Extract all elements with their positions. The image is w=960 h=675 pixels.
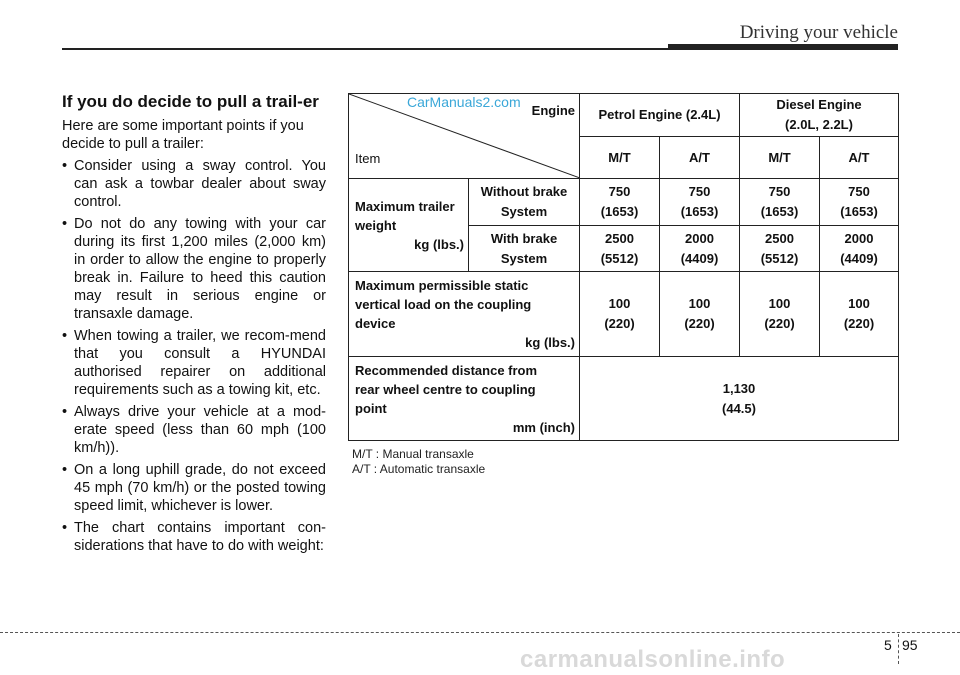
table-corner-cell — [349, 94, 580, 179]
legend-mt: M/T : Manual transaxle — [352, 447, 474, 461]
left-column — [62, 92, 326, 559]
without-brake-line2: System — [500, 204, 548, 219]
towing-spec-table — [348, 93, 899, 441]
with-brake-value: 2000 (4409) — [820, 226, 899, 272]
footer-rule — [0, 632, 960, 633]
bullet-item: • Consider using a sway control. You can ask a towbar dealer about sway control. — [62, 157, 326, 211]
bullet-item: • Always drive your vehicle at a mod-erate speed (less than 60 mph (100 km/h)). — [62, 403, 326, 457]
vertical-load-label — [349, 272, 580, 357]
coupling-distance-value — [580, 357, 899, 441]
diesel-header-line2: (2.0L, 2.2L) — [785, 116, 853, 132]
max-trailer-unit: kg (lbs.) — [414, 236, 464, 252]
header-rule — [62, 48, 668, 50]
without-brake-label — [469, 179, 580, 226]
distance-line3: point — [355, 400, 387, 416]
with-brake-value: 2500 (5512) — [740, 226, 820, 272]
distance-line2: rear wheel centre to coupling — [355, 381, 536, 397]
vertical-load-value: 100 (220) — [580, 272, 660, 357]
corner-item-label: Item — [355, 151, 381, 166]
vertical-load-value: 100 (220) — [820, 272, 899, 357]
subheader-at: A/T — [660, 136, 740, 179]
diesel-engine-header — [740, 94, 899, 137]
without-brake-value: 750 (1653) — [740, 179, 820, 226]
footer-watermark: carmanualsonline.info — [520, 646, 786, 673]
without-brake-value: 750 (1653) — [660, 179, 740, 226]
subheader-mt: M/T — [740, 136, 820, 179]
chapter-number: 5 — [884, 637, 892, 653]
corner-engine-label: Engine — [531, 103, 575, 118]
diesel-header-line1: Diesel Engine — [776, 96, 862, 112]
vertical-load-value: 100 (220) — [740, 272, 820, 357]
table-legend — [352, 447, 485, 477]
distance-line1: Recommended distance from — [355, 362, 538, 378]
distance-unit: mm (inch) — [512, 419, 575, 435]
bullet-item: • When towing a trailer, we recom-mend that you consult a HYUNDAI authorised repairer on additional requirements such as a towing kit, etc. — [62, 327, 326, 399]
max-trailer-weight-label — [349, 179, 469, 272]
without-brake-value: 750 (1653) — [580, 179, 660, 226]
without-brake-value: 750 (1653) — [820, 179, 899, 226]
subheader-at: A/T — [820, 136, 899, 179]
with-brake-line1: With brake — [490, 230, 558, 246]
with-brake-line2: System — [500, 250, 548, 266]
page-number: 95 — [902, 637, 918, 653]
vertical-load-unit: kg (lbs.) — [525, 335, 575, 350]
with-brake-value: 2000 (4409) — [660, 226, 740, 272]
intro-paragraph: Here are some important points if you decide to pull a trailer: — [62, 118, 304, 152]
with-brake-value: 2500 (5512) — [580, 226, 660, 272]
legend-at: A/T : Automatic transaxle — [352, 462, 486, 476]
page-header-title: Driving your vehicle — [739, 22, 898, 43]
max-trailer-line2: weight — [355, 217, 397, 233]
header-rule-bold — [668, 44, 898, 50]
bullet-item: • The chart contains important con-siderations that have to do with weight: — [62, 519, 326, 555]
distance-inch: (44.5) — [722, 400, 756, 416]
vertical-load-line2: vertical load on the coupling — [355, 297, 532, 312]
bullet-item: • Do not do any towing with your car during its first 1,200 miles (2,000 km) in order to allow the engine to properly break in. Failure to heed this caution may result in serious engine or transaxle damage. — [62, 215, 326, 323]
petrol-engine-header: Petrol Engine (2.4L) — [580, 94, 740, 137]
coupling-distance-label — [349, 357, 580, 441]
page-number-divider — [898, 634, 899, 664]
vertical-load-line1: Maximum permissible static — [355, 278, 529, 293]
without-brake-line1: Without brake — [480, 184, 568, 199]
bullet-item: • On a long uphill grade, do not exceed 45 mph (70 km/h) or the posted towing speed limit, whichever is lower. — [62, 461, 326, 515]
distance-mm: 1,130 — [722, 380, 756, 396]
bullet-list — [62, 157, 326, 555]
watermark-text: CarManuals2.com — [407, 94, 521, 110]
towing-spec-table-wrap — [348, 93, 898, 441]
max-trailer-line1: Maximum trailer — [355, 198, 455, 214]
vertical-load-value: 100 (220) — [660, 272, 740, 357]
section-heading: If you do decide to pull a trail-er — [62, 92, 319, 111]
vertical-load-line3: device — [355, 316, 396, 331]
with-brake-label — [469, 226, 580, 272]
subheader-mt: M/T — [580, 136, 660, 179]
